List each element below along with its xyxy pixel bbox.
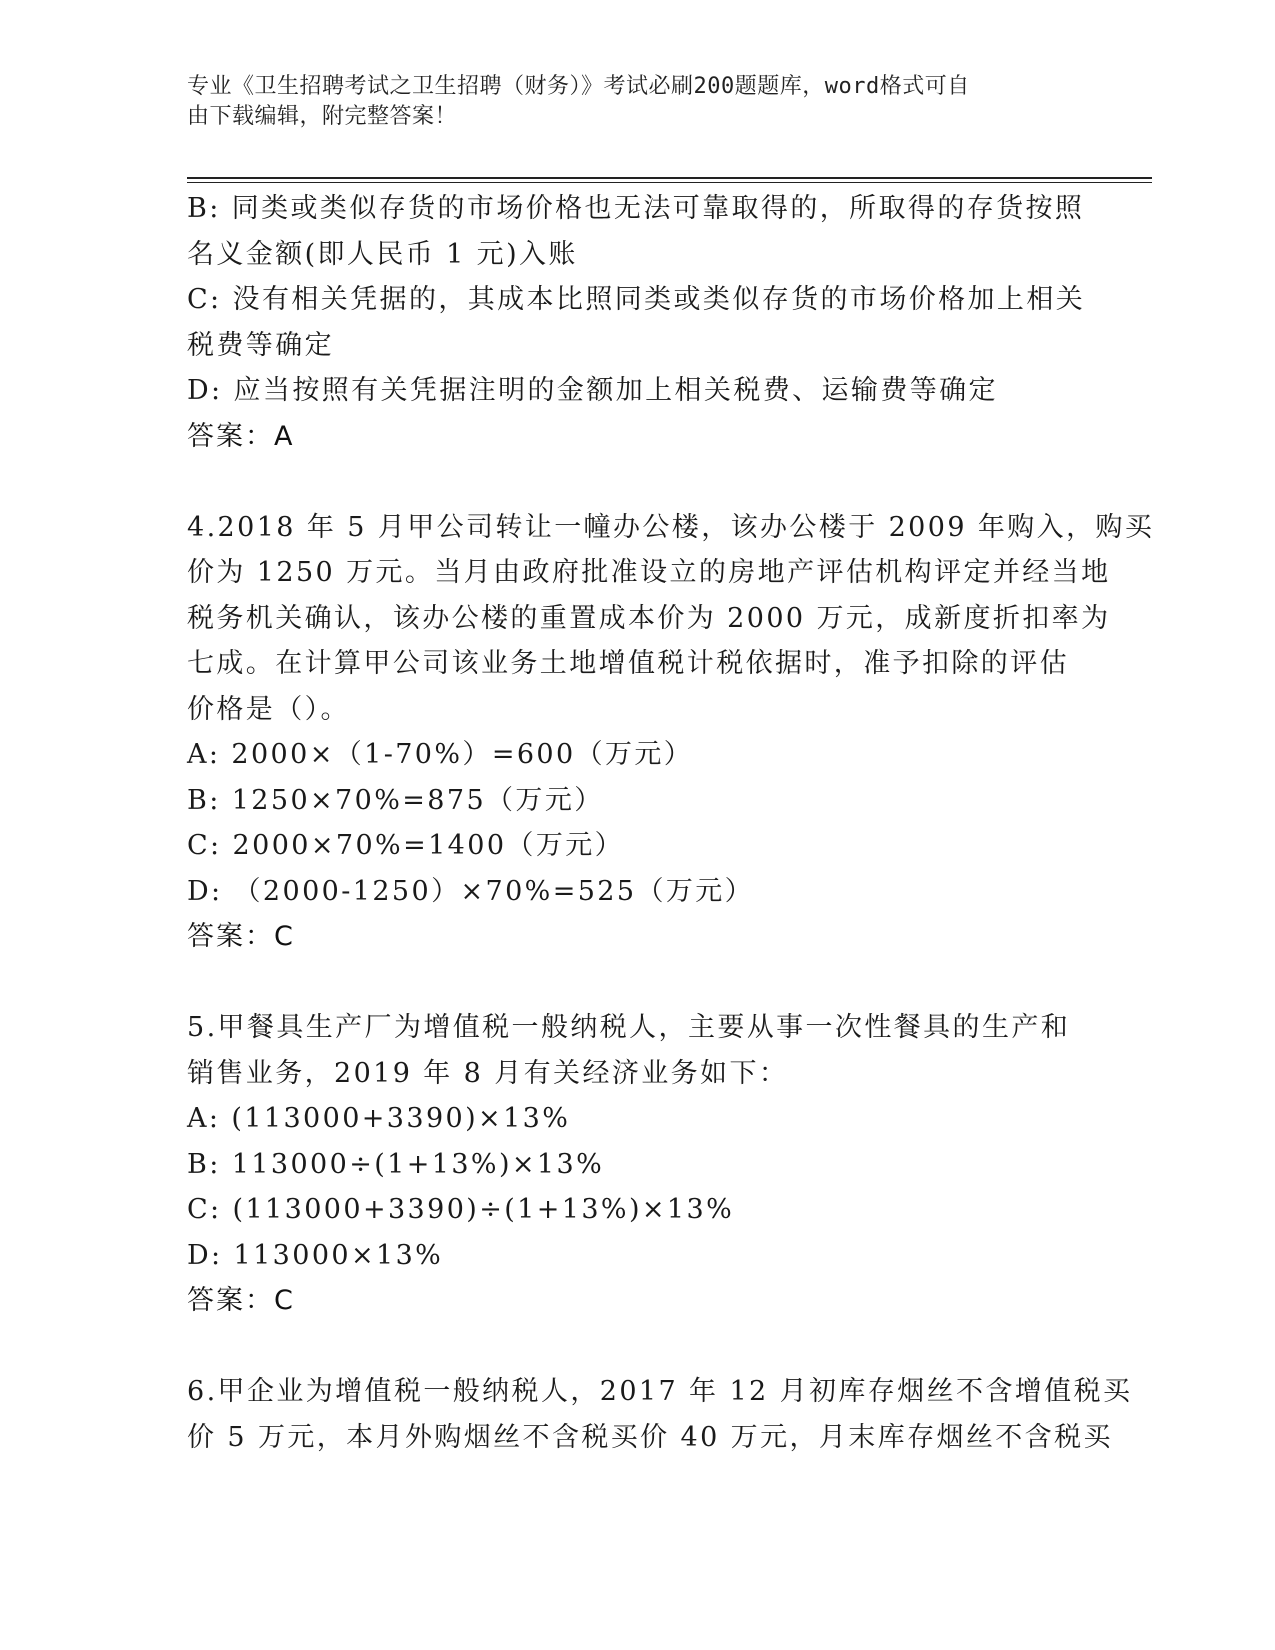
answer-line: 答案：C <box>187 1285 295 1316</box>
question-stem-line: 价为 1250 万元。当月由政府批准设立的房地产评估机构评定并经当地 <box>187 557 1111 588</box>
document-header <box>187 72 1067 132</box>
question-4 <box>187 505 1155 960</box>
option-a: A: (113000+3390)×13% <box>187 1103 571 1134</box>
spacer <box>187 1324 1087 1370</box>
option-d-line-1: D: 应当按照有关凭据注明的金额加上相关税费、运输费等确定 <box>187 375 998 406</box>
option-a: A: 2000×（1-70%）=600（万元） <box>187 739 694 770</box>
question-stem-line: 税务机关确认，该办公楼的重置成本价为 2000 万元，成新度折扣率为 <box>187 602 1111 634</box>
question-6 <box>187 1369 1133 1460</box>
option-d: D: （2000-1250）×70%=525（万元） <box>187 875 755 907</box>
option-b-line-1: B: 同类或类似存货的市场价格也无法可靠取得的，所取得的存货按照 <box>187 193 1085 224</box>
question-stem-line: 5.甲餐具生产厂为增值税一般纳税人，主要从事一次性餐具的生产和 <box>187 1012 1071 1043</box>
answer-line: 答案：C <box>187 921 295 952</box>
question-stem-line: 七成。在计算甲公司该业务土地增值税计税依据时，准予扣除的评估 <box>187 648 1069 679</box>
question-stem-line: 4.2018 年 5 月甲公司转让一幢办公楼，该办公楼于 2009 年购入，购买 <box>187 511 1155 543</box>
option-c-line-1: C: 没有相关凭据的，其成本比照同类或类似存货的市场价格加上相关 <box>187 284 1086 315</box>
spacer <box>187 960 1087 1006</box>
question-3-continued <box>187 186 1087 459</box>
option-c: C: (113000+3390)÷(1+13%)×13% <box>187 1194 735 1225</box>
option-d: D: 113000×13% <box>187 1239 444 1271</box>
header-title-line-2: 由下载编辑，附完整答案！ <box>187 104 458 129</box>
document-body <box>187 186 1155 1460</box>
option-c: C: 2000×70%=1400（万元） <box>187 830 625 861</box>
question-5 <box>187 1005 1087 1324</box>
question-stem-line: 销售业务，2019 年 8 月有关经济业务如下： <box>187 1057 789 1089</box>
answer-line: 答案：A <box>187 420 295 452</box>
option-b: B: 113000÷(1+13%)×13% <box>187 1148 605 1180</box>
header-divider-thick <box>187 177 1152 179</box>
header-title-line-1: 专业《卫生招聘考试之卫生招聘（财务）》考试必刷200题题库，word格式可自 <box>187 74 970 99</box>
option-b-line-2: 名义金额(即人民币 1 元)入账 <box>187 238 578 270</box>
header-divider-thin <box>187 182 1152 183</box>
question-stem-line: 价格是（）。 <box>187 693 350 725</box>
spacer <box>187 459 1087 505</box>
option-c-line-2: 税费等确定 <box>187 329 334 361</box>
question-stem-line: 6.甲企业为增值税一般纳税人，2017 年 12 月初库存烟丝不含增值税买 <box>187 1376 1133 1407</box>
question-stem-line: 价 5 万元，本月外购烟丝不含税买价 40 万元，月末库存烟丝不含税买 <box>187 1421 1113 1453</box>
option-b: B: 1250×70%=875（万元） <box>187 784 604 816</box>
